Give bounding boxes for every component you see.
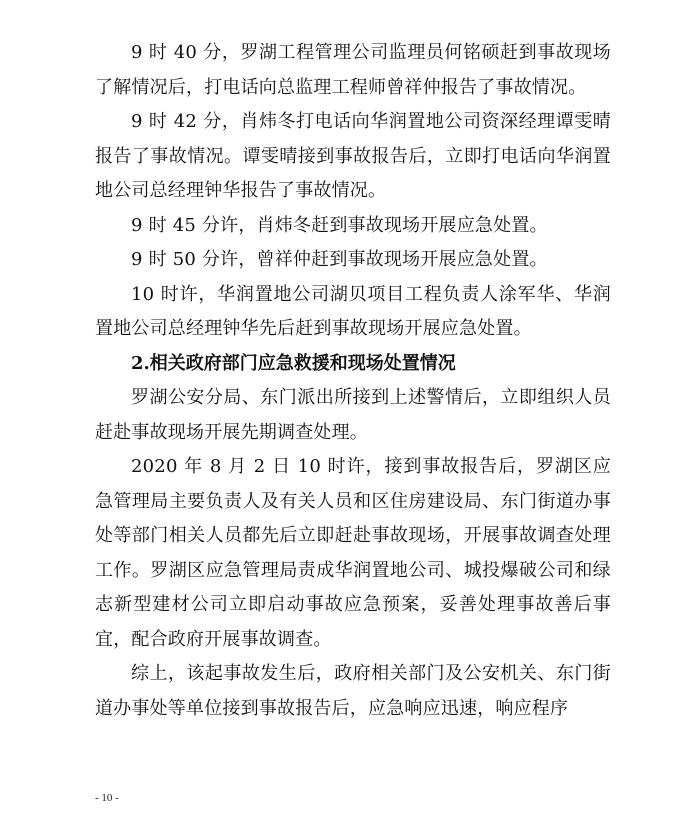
paragraph: 9 时 45 分许，肖炜冬赶到事故现场开展应急处置。 [131, 214, 548, 236]
paragraph: 9 时 50 分许，曾祥仲赶到事故现场开展应急处置。 [131, 249, 548, 270]
paragraph: 2020 年 8 月 2 日 10 时许，接到事故报告后，罗湖区应急管理局主要负责人及有关人员和区住房建设局、东门街道办事处等部门相关人员都先后立即赶赴事故现场，开展事故调查处理工作。罗湖区应急管理局责成华润置地公司、城投爆破公司和绿志新型建材公司立即启动事故应急预案，妥善处理事故善后事宜，配合政府开展事故调查。 [95, 456, 611, 650]
section-heading: 2.相关政府部门应急救援和现场处置情况 [131, 352, 456, 374]
paragraph: 9 时 40 分，罗湖工程管理公司监理员何铭硕赶到事故现场了解情况后，打电话向总监理工程师曾祥仲报告了事故情况。 [95, 42, 611, 98]
document-body [95, 36, 611, 726]
paragraph: 10 时许，华润置地公司湖贝项目工程负责人涂军华、华润置地公司总经理钟华先后赶到事故现场开展应急处置。 [95, 283, 611, 339]
page-number: - 10 - [95, 792, 119, 804]
paragraph: 罗湖公安分局、东门派出所接到上述警情后，立即组织人员赶赴事故现场开展先期调查处理。 [95, 387, 611, 443]
paragraph: 综上，该起事故发生后，政府相关部门及公安机关、东门街道办事处等单位接到事故报告后，应急响应迅速，响应程序 [95, 663, 611, 719]
paragraph: 9 时 42 分，肖炜冬打电话向华润置地公司资深经理谭雯晴报告了事故情况。谭雯晴接到事故报告后，立即打电话向华润置地公司总经理钟华报告了事故情况。 [95, 111, 611, 201]
